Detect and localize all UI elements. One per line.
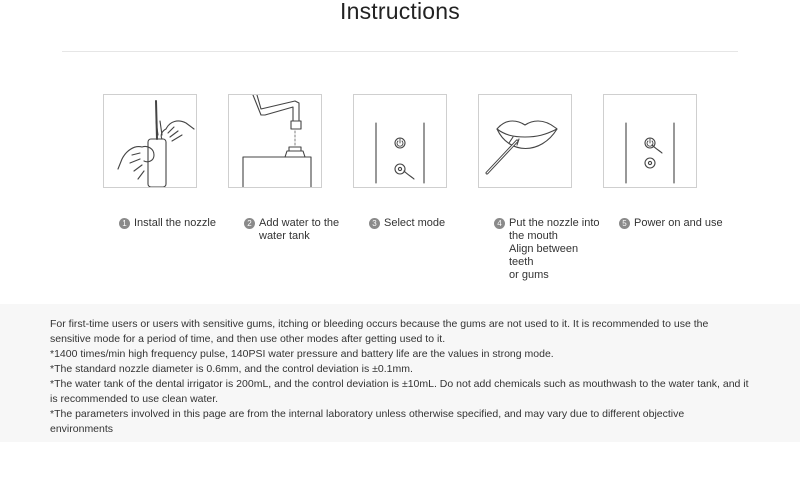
power-button-icon [604,95,696,187]
title-divider [62,51,738,52]
step-2-caption-line: Add water to the [259,217,340,229]
step-3 [353,94,477,230]
step-2-illustration [228,94,322,188]
step-2 [228,94,352,243]
step-5-illustration [603,94,697,188]
page-title: Instructions [339,0,460,24]
note-paragraph: *The water tank of the dental irrigator is 200mL, and the control deviation is ±10mL. Do not add chemicals such as mouthwash to the water tank, and it is recommended to use clean water. [50,378,749,405]
step-2-caption [244,217,352,243]
step-3-caption [369,217,477,230]
hand-nozzle-icon [104,95,196,187]
note-paragraph: *1400 times/min high frequency pulse, 140PSI water pressure and battery life are the values in strong mode. [50,348,554,360]
step-2-caption-line: water tank [259,230,310,242]
step-number-badge: 5 [619,218,630,229]
step-1 [103,94,227,230]
step-3-caption-line: Select mode [384,217,446,229]
mouth-nozzle-icon [479,95,571,187]
faucet-tank-icon [229,95,321,187]
step-1-illustration [103,94,197,188]
step-4-caption [494,217,602,282]
step-1-caption [119,217,227,230]
step-4-caption-line: or gums [509,269,549,281]
step-3-illustration [353,94,447,188]
step-4-caption-line: Align between teeth [509,243,579,268]
step-1-caption-line: Install the nozzle [134,217,216,229]
note-paragraph: *The parameters involved in this page are from the internal laboratory unless otherwise specified, and may vary due to different objective environments [50,408,685,435]
mode-buttons-icon [354,95,446,187]
step-4-caption-line: Put the nozzle into [509,217,600,229]
step-number-badge: 1 [119,218,130,229]
notes-panel [0,304,800,442]
step-number-badge: 2 [244,218,255,229]
step-5 [603,94,727,230]
step-number-badge: 4 [494,218,505,229]
step-5-caption-line: Power on and use [634,217,723,229]
step-4-caption-line: the mouth [509,230,558,242]
step-4-illustration [478,94,572,188]
step-5-caption [619,217,727,230]
note-paragraph: For first-time users or users with sensitive gums, itching or bleeding occurs because the gums are not used to it. It is recommended to use the sensitive mode for a period of time, and then use other modes after getting used to it. [50,318,709,345]
step-4 [478,94,602,282]
step-number-badge: 3 [369,218,380,229]
note-paragraph: *The standard nozzle diameter is 0.6mm, and the control deviation is ±0.1mm. [50,363,413,375]
